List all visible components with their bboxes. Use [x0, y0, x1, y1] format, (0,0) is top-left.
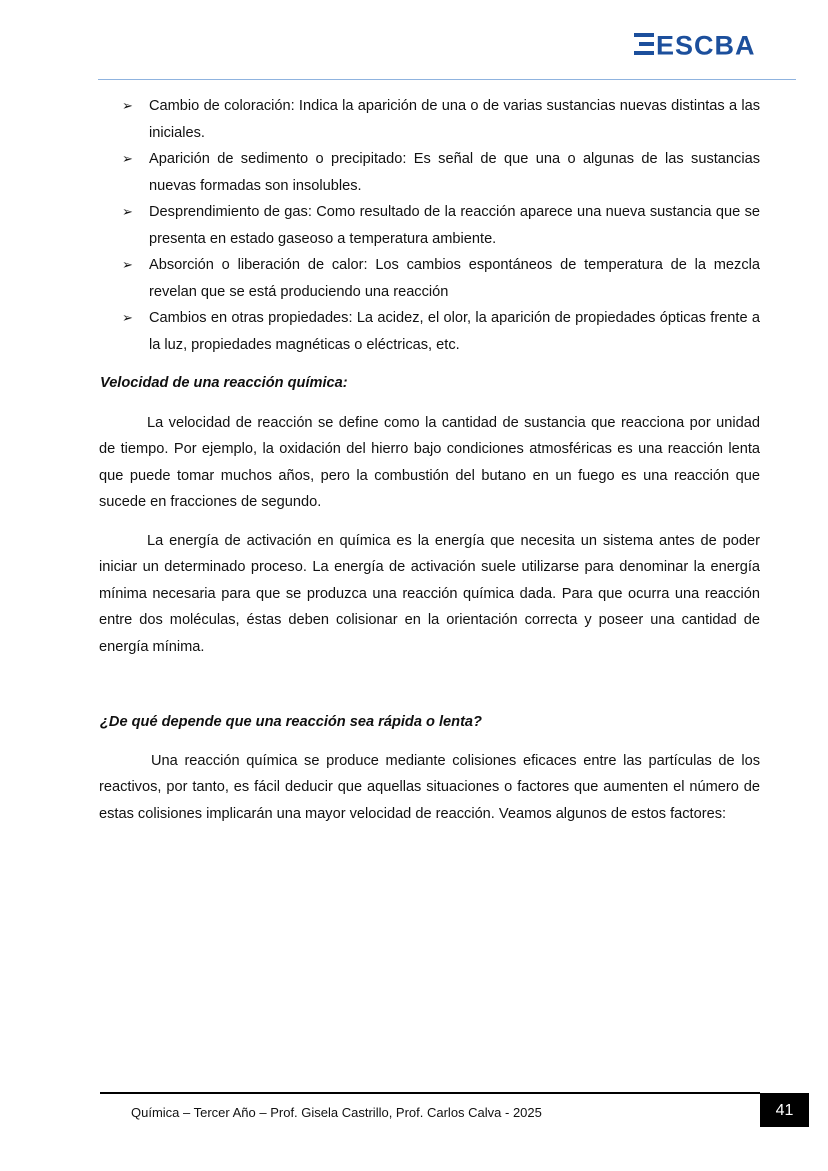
list-item-text: Cambios en otras propiedades: La acidez, el olor, la aparición de propiedades ópticas frente a la luz, propiedades magnéticas o eléctricas, etc.	[149, 310, 760, 353]
section-heading-factores: ¿De qué depende que una reacción sea rápida o lenta?	[100, 714, 482, 730]
list-item	[120, 93, 760, 146]
arrow-bullet-icon: ➢	[122, 257, 133, 272]
escba-logo	[634, 30, 790, 58]
arrow-bullet-icon: ➢	[122, 151, 133, 166]
arrow-bullet-icon: ➢	[122, 98, 133, 113]
paragraph-velocidad-definicion: La velocidad de reacción se define como la cantidad de sustancia que reacciona por unidad de tiempo. Por ejemplo, la oxidación del hierro bajo condiciones atmosféricas es una reacción lenta que puede tomar muchos años, pero la combustión del butano en un fuego es una reacción que sucede en fracciones de segundo.	[99, 415, 760, 511]
list-item-text: Cambio de coloración: Indica la aparición de una o de varias sustancias nuevas distintas a las iniciales.	[149, 98, 760, 141]
arrow-bullet-icon: ➢	[122, 310, 133, 325]
observation-list	[120, 93, 760, 358]
arrow-bullet-icon: ➢	[122, 204, 133, 219]
list-item	[120, 199, 760, 252]
list-item-text: Desprendimiento de gas: Como resultado de la reacción aparece una nueva sustancia que se presenta en estado gaseoso a temperatura ambiente.	[149, 204, 760, 247]
footer-credits: Química – Tercer Año – Prof. Gisela Castrillo, Prof. Carlos Calva - 2025	[131, 1105, 542, 1120]
footer-divider	[100, 1092, 760, 1094]
paragraph-energia-activacion: La energía de activación en química es la energía que necesita un sistema antes de poder iniciar un determinado proceso. La energía de activación suele utilizarse para denominar la energía mínima necesaria para que se produzca una reacción química dada. Para que ocurra una reacción entre dos moléculas, éstas deben colisionar en la orientación correcta y poseer una cantidad de energía mínima.	[99, 533, 760, 655]
list-item	[120, 305, 760, 358]
paragraph-colisiones: Una reacción química se produce mediante colisiones eficaces entre las partículas de los reactivos, por tanto, es fácil deducir que aquellas situaciones o factores que aumenten el número de estas colisiones implicarán una mayor velocidad de reacción. Veamos algunos de estos factores:	[99, 753, 760, 822]
list-item-text: Aparición de sedimento o precipitado: Es señal de que una o algunas de las sustancias nuevas formadas son insolubles.	[149, 151, 760, 194]
section-heading-velocidad: Velocidad de una reacción química:	[100, 375, 348, 391]
list-item	[120, 252, 760, 305]
logo-text: ESCBA	[656, 30, 756, 58]
list-item	[120, 146, 760, 199]
list-item-text: Absorción o liberación de calor: Los cambios espontáneos de temperatura de la mezcla revelan que se está produciendo una reacción	[149, 257, 760, 300]
header-divider	[98, 79, 796, 80]
page-number: 41	[760, 1093, 809, 1127]
